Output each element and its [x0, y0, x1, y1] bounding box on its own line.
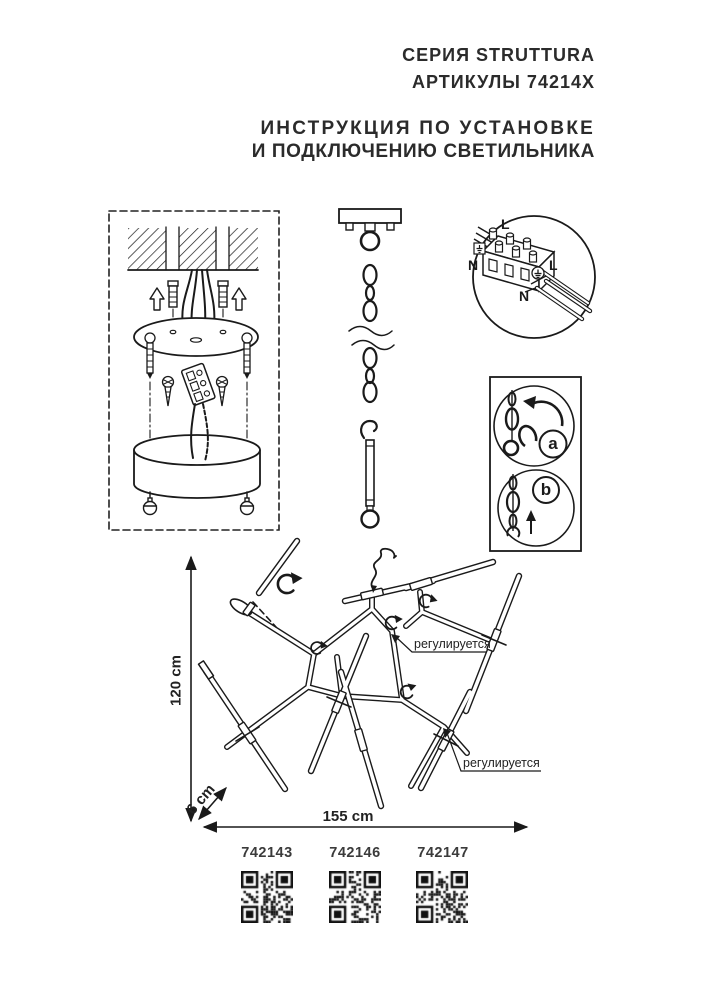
- qr-article-number: 742146: [329, 845, 381, 861]
- height-dimension-label: 120 cm: [167, 655, 185, 706]
- wiring-detail-circle: [473, 216, 595, 338]
- adjustable-callout-bottom: регулируется: [463, 756, 540, 770]
- width-dimension-label: 155 cm: [322, 808, 374, 825]
- qr-code: [241, 871, 293, 923]
- insert-arrow-icon: [150, 288, 246, 310]
- chain-adjust-detail-box: [490, 377, 581, 551]
- terminal-block-small: [181, 363, 215, 406]
- tube-end-cap: [198, 661, 213, 679]
- step-b-label: b: [540, 480, 552, 499]
- adjustable-callout-top: регулируется: [414, 637, 491, 651]
- wire-live-label: L: [549, 257, 558, 273]
- terminal-live-label: L: [501, 216, 510, 232]
- suspension-parts-diagram: [339, 209, 401, 528]
- ceiling-hatch: [128, 228, 258, 270]
- qr-article-number: 742147: [417, 845, 469, 861]
- wire-neutral-label: N: [519, 288, 530, 304]
- page-title-block: [252, 42, 595, 163]
- series-title: СЕРИЯ STRUTTURA: [402, 45, 595, 65]
- hook-icon: [361, 421, 377, 438]
- terminal-neutral-label: N: [468, 257, 479, 273]
- canopy-mounting-diagram: [109, 211, 279, 530]
- earth-circle-icon: [532, 267, 544, 279]
- wall-anchor: [168, 281, 228, 307]
- step-a-label: a: [548, 434, 558, 453]
- rotate-icon: [386, 615, 403, 629]
- rotate-icon: [278, 572, 303, 593]
- earth-symbol-icon: [474, 243, 485, 254]
- qr-code: [416, 871, 468, 923]
- power-cord: [371, 549, 396, 590]
- instruction-title-line1: ИНСТРУКЦИЯ ПО УСТАНОВКЕ: [260, 118, 595, 139]
- instruction-title-line2: И ПОДКЛЮЧЕНИЮ СВЕТИЛЬНИКА: [251, 141, 595, 162]
- qr-article-number: 742143: [241, 845, 293, 861]
- qr-code: [329, 871, 381, 923]
- articles-title: АРТИКУЛЫ 74214X: [412, 72, 595, 92]
- canopy-dimension-label: 6 cm: [183, 781, 219, 818]
